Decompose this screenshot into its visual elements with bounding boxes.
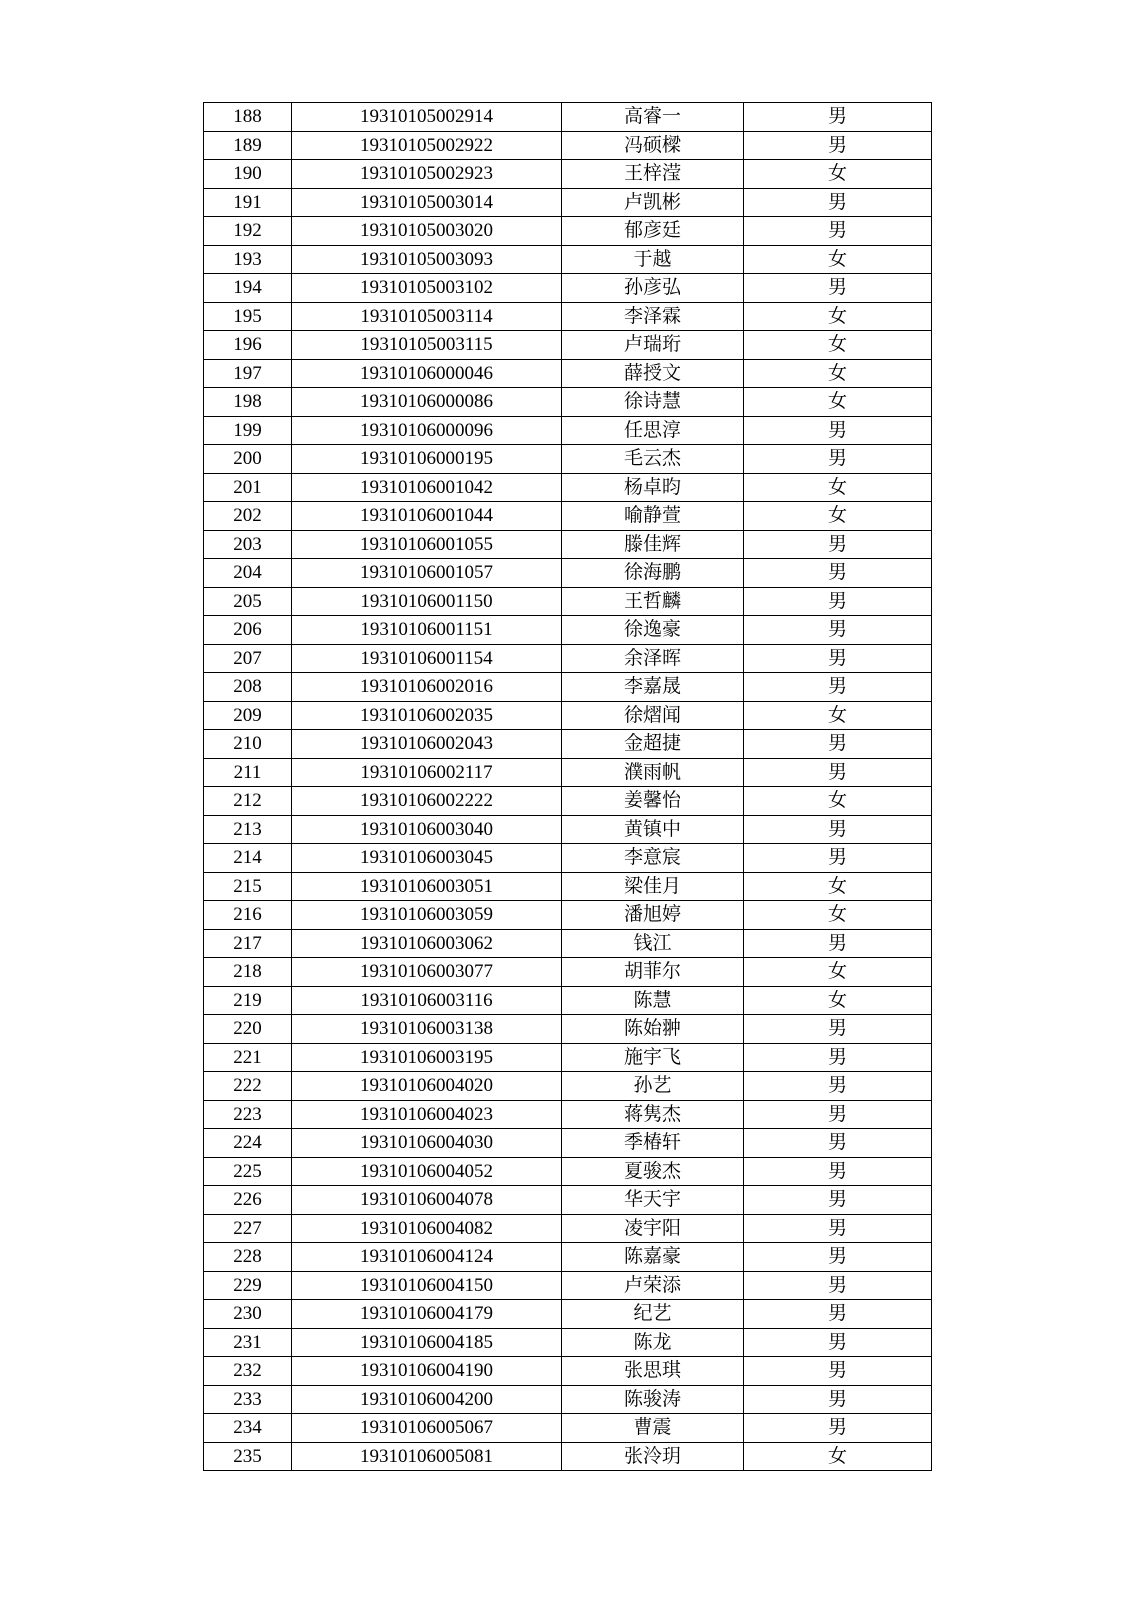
row-number-cell: 211 <box>204 758 292 787</box>
student-id-cell: 19310105003014 <box>292 188 562 217</box>
roster-table-body <box>204 103 932 1471</box>
row-number-cell: 188 <box>204 103 292 132</box>
student-id-cell: 19310106002016 <box>292 673 562 702</box>
table-row <box>204 1271 932 1300</box>
table-row <box>204 844 932 873</box>
student-name-cell: 徐海鹏 <box>562 559 744 588</box>
table-row <box>204 359 932 388</box>
student-name-cell: 陈嘉豪 <box>562 1243 744 1272</box>
table-row <box>204 302 932 331</box>
row-number-cell: 234 <box>204 1414 292 1443</box>
table-row <box>204 1385 932 1414</box>
student-name-cell: 高睿一 <box>562 103 744 132</box>
student-name-cell: 卢凯彬 <box>562 188 744 217</box>
student-name-cell: 季椿轩 <box>562 1129 744 1158</box>
student-name-cell: 纪艺 <box>562 1300 744 1329</box>
student-id-cell: 19310106004190 <box>292 1357 562 1386</box>
student-name-cell: 冯硕樑 <box>562 131 744 160</box>
table-row <box>204 1328 932 1357</box>
table-row <box>204 901 932 930</box>
student-gender-cell: 男 <box>744 1328 932 1357</box>
student-id-cell: 19310106002035 <box>292 701 562 730</box>
table-row <box>204 331 932 360</box>
table-row <box>204 1186 932 1215</box>
student-name-cell: 张思琪 <box>562 1357 744 1386</box>
student-name-cell: 濮雨帆 <box>562 758 744 787</box>
student-gender-cell: 男 <box>744 616 932 645</box>
table-row <box>204 1442 932 1471</box>
student-name-cell: 梁佳月 <box>562 872 744 901</box>
table-row <box>204 673 932 702</box>
row-number-cell: 192 <box>204 217 292 246</box>
student-gender-cell: 女 <box>744 160 932 189</box>
row-number-cell: 206 <box>204 616 292 645</box>
table-row <box>204 188 932 217</box>
row-number-cell: 202 <box>204 502 292 531</box>
student-id-cell: 19310106003045 <box>292 844 562 873</box>
row-number-cell: 198 <box>204 388 292 417</box>
student-name-cell: 姜馨怡 <box>562 787 744 816</box>
table-row <box>204 1100 932 1129</box>
student-name-cell: 陈龙 <box>562 1328 744 1357</box>
student-name-cell: 李嘉晟 <box>562 673 744 702</box>
row-number-cell: 212 <box>204 787 292 816</box>
student-gender-cell: 男 <box>744 1243 932 1272</box>
row-number-cell: 209 <box>204 701 292 730</box>
row-number-cell: 226 <box>204 1186 292 1215</box>
student-gender-cell: 男 <box>744 188 932 217</box>
student-gender-cell: 男 <box>744 1100 932 1129</box>
table-row <box>204 274 932 303</box>
student-gender-cell: 女 <box>744 331 932 360</box>
student-gender-cell: 男 <box>744 1129 932 1158</box>
student-id-cell: 19310106001151 <box>292 616 562 645</box>
student-name-cell: 于越 <box>562 245 744 274</box>
row-number-cell: 233 <box>204 1385 292 1414</box>
student-name-cell: 孙艺 <box>562 1072 744 1101</box>
row-number-cell: 221 <box>204 1043 292 1072</box>
table-row <box>204 1072 932 1101</box>
student-gender-cell: 男 <box>744 1072 932 1101</box>
student-id-cell: 19310106000046 <box>292 359 562 388</box>
table-row <box>204 587 932 616</box>
student-gender-cell: 男 <box>744 217 932 246</box>
table-row <box>204 530 932 559</box>
student-gender-cell: 女 <box>744 1442 932 1471</box>
row-number-cell: 210 <box>204 730 292 759</box>
student-name-cell: 李泽霖 <box>562 302 744 331</box>
student-gender-cell: 男 <box>744 758 932 787</box>
table-row <box>204 1129 932 1158</box>
student-gender-cell: 男 <box>744 530 932 559</box>
table-row <box>204 217 932 246</box>
table-row <box>204 730 932 759</box>
student-gender-cell: 女 <box>744 872 932 901</box>
row-number-cell: 189 <box>204 131 292 160</box>
student-name-cell: 徐诗慧 <box>562 388 744 417</box>
row-number-cell: 231 <box>204 1328 292 1357</box>
row-number-cell: 235 <box>204 1442 292 1471</box>
row-number-cell: 196 <box>204 331 292 360</box>
row-number-cell: 230 <box>204 1300 292 1329</box>
table-row <box>204 388 932 417</box>
student-name-cell: 王哲麟 <box>562 587 744 616</box>
table-row <box>204 1015 932 1044</box>
table-row <box>204 473 932 502</box>
student-name-cell: 杨卓昀 <box>562 473 744 502</box>
table-row <box>204 445 932 474</box>
student-id-cell: 19310106003195 <box>292 1043 562 1072</box>
table-row <box>204 787 932 816</box>
student-id-cell: 19310105003115 <box>292 331 562 360</box>
student-gender-cell: 女 <box>744 245 932 274</box>
row-number-cell: 190 <box>204 160 292 189</box>
student-gender-cell: 男 <box>744 416 932 445</box>
student-id-cell: 19310106002043 <box>292 730 562 759</box>
table-row <box>204 1357 932 1386</box>
student-name-cell: 余泽晖 <box>562 644 744 673</box>
student-name-cell: 孙彦弘 <box>562 274 744 303</box>
row-number-cell: 218 <box>204 958 292 987</box>
row-number-cell: 219 <box>204 986 292 1015</box>
student-gender-cell: 男 <box>744 103 932 132</box>
student-id-cell: 19310106001055 <box>292 530 562 559</box>
student-id-cell: 19310106002222 <box>292 787 562 816</box>
table-row <box>204 1243 932 1272</box>
student-name-cell: 张泠玥 <box>562 1442 744 1471</box>
student-gender-cell: 男 <box>744 131 932 160</box>
table-row <box>204 131 932 160</box>
table-row <box>204 644 932 673</box>
student-name-cell: 李意宸 <box>562 844 744 873</box>
row-number-cell: 191 <box>204 188 292 217</box>
student-name-cell: 黄镇中 <box>562 815 744 844</box>
student-name-cell: 凌宇阳 <box>562 1214 744 1243</box>
student-gender-cell: 男 <box>744 1271 932 1300</box>
student-name-cell: 施宇飞 <box>562 1043 744 1072</box>
table-row <box>204 245 932 274</box>
student-gender-cell: 男 <box>744 445 932 474</box>
table-row <box>204 616 932 645</box>
row-number-cell: 201 <box>204 473 292 502</box>
row-number-cell: 213 <box>204 815 292 844</box>
row-number-cell: 200 <box>204 445 292 474</box>
table-row <box>204 1214 932 1243</box>
student-id-cell: 19310106001057 <box>292 559 562 588</box>
row-number-cell: 222 <box>204 1072 292 1101</box>
row-number-cell: 207 <box>204 644 292 673</box>
table-row <box>204 416 932 445</box>
student-id-cell: 19310106004185 <box>292 1328 562 1357</box>
student-gender-cell: 女 <box>744 787 932 816</box>
student-name-cell: 华天宇 <box>562 1186 744 1215</box>
student-name-cell: 曹震 <box>562 1414 744 1443</box>
student-id-cell: 19310106004078 <box>292 1186 562 1215</box>
table-row <box>204 559 932 588</box>
student-id-cell: 19310106003051 <box>292 872 562 901</box>
student-id-cell: 19310106003040 <box>292 815 562 844</box>
student-gender-cell: 男 <box>744 844 932 873</box>
table-row <box>204 701 932 730</box>
student-gender-cell: 女 <box>744 986 932 1015</box>
student-id-cell: 19310105003114 <box>292 302 562 331</box>
student-gender-cell: 男 <box>744 673 932 702</box>
student-id-cell: 19310106004052 <box>292 1157 562 1186</box>
table-row <box>204 160 932 189</box>
student-gender-cell: 男 <box>744 1414 932 1443</box>
student-gender-cell: 女 <box>744 701 932 730</box>
student-id-cell: 19310106004124 <box>292 1243 562 1272</box>
table-row <box>204 929 932 958</box>
student-name-cell: 郁彦廷 <box>562 217 744 246</box>
student-id-cell: 19310106001154 <box>292 644 562 673</box>
row-number-cell: 197 <box>204 359 292 388</box>
table-row <box>204 958 932 987</box>
student-id-cell: 19310106004020 <box>292 1072 562 1101</box>
student-gender-cell: 女 <box>744 958 932 987</box>
student-id-cell: 19310105002914 <box>292 103 562 132</box>
student-name-cell: 陈慧 <box>562 986 744 1015</box>
student-gender-cell: 女 <box>744 473 932 502</box>
student-name-cell: 滕佳辉 <box>562 530 744 559</box>
student-gender-cell: 女 <box>744 302 932 331</box>
student-id-cell: 19310106000086 <box>292 388 562 417</box>
student-id-cell: 19310106004179 <box>292 1300 562 1329</box>
student-name-cell: 夏骏杰 <box>562 1157 744 1186</box>
student-id-cell: 19310106000195 <box>292 445 562 474</box>
row-number-cell: 215 <box>204 872 292 901</box>
student-id-cell: 19310105003020 <box>292 217 562 246</box>
student-gender-cell: 男 <box>744 929 932 958</box>
table-row <box>204 815 932 844</box>
table-row <box>204 1157 932 1186</box>
student-id-cell: 19310106005081 <box>292 1442 562 1471</box>
table-row <box>204 103 932 132</box>
student-gender-cell: 女 <box>744 901 932 930</box>
student-id-cell: 19310106000096 <box>292 416 562 445</box>
student-id-cell: 19310105003093 <box>292 245 562 274</box>
row-number-cell: 217 <box>204 929 292 958</box>
student-roster-table <box>203 102 932 1471</box>
student-gender-cell: 男 <box>744 1385 932 1414</box>
student-id-cell: 19310106003059 <box>292 901 562 930</box>
row-number-cell: 204 <box>204 559 292 588</box>
student-name-cell: 陈始翀 <box>562 1015 744 1044</box>
row-number-cell: 208 <box>204 673 292 702</box>
student-name-cell: 胡菲尔 <box>562 958 744 987</box>
student-id-cell: 19310105002923 <box>292 160 562 189</box>
student-gender-cell: 男 <box>744 815 932 844</box>
row-number-cell: 225 <box>204 1157 292 1186</box>
table-row <box>204 1414 932 1443</box>
table-row <box>204 502 932 531</box>
table-row <box>204 1300 932 1329</box>
row-number-cell: 199 <box>204 416 292 445</box>
student-id-cell: 19310106003062 <box>292 929 562 958</box>
row-number-cell: 205 <box>204 587 292 616</box>
student-name-cell: 卢瑞珩 <box>562 331 744 360</box>
student-gender-cell: 男 <box>744 1157 932 1186</box>
row-number-cell: 195 <box>204 302 292 331</box>
student-gender-cell: 男 <box>744 559 932 588</box>
student-id-cell: 19310106001044 <box>292 502 562 531</box>
row-number-cell: 216 <box>204 901 292 930</box>
table-row <box>204 758 932 787</box>
student-id-cell: 19310106004150 <box>292 1271 562 1300</box>
student-id-cell: 19310106002117 <box>292 758 562 787</box>
student-gender-cell: 男 <box>744 1214 932 1243</box>
row-number-cell: 229 <box>204 1271 292 1300</box>
table-row <box>204 986 932 1015</box>
row-number-cell: 193 <box>204 245 292 274</box>
student-name-cell: 潘旭婷 <box>562 901 744 930</box>
student-id-cell: 19310106005067 <box>292 1414 562 1443</box>
student-gender-cell: 男 <box>744 1300 932 1329</box>
student-gender-cell: 男 <box>744 274 932 303</box>
row-number-cell: 227 <box>204 1214 292 1243</box>
student-gender-cell: 女 <box>744 388 932 417</box>
student-name-cell: 金超捷 <box>562 730 744 759</box>
student-gender-cell: 女 <box>744 359 932 388</box>
row-number-cell: 228 <box>204 1243 292 1272</box>
student-name-cell: 蒋隽杰 <box>562 1100 744 1129</box>
student-id-cell: 19310106004200 <box>292 1385 562 1414</box>
student-gender-cell: 男 <box>744 1357 932 1386</box>
student-name-cell: 喻静萱 <box>562 502 744 531</box>
student-name-cell: 卢荣添 <box>562 1271 744 1300</box>
table-row <box>204 1043 932 1072</box>
student-gender-cell: 男 <box>744 587 932 616</box>
row-number-cell: 232 <box>204 1357 292 1386</box>
row-number-cell: 220 <box>204 1015 292 1044</box>
student-id-cell: 19310106003077 <box>292 958 562 987</box>
row-number-cell: 203 <box>204 530 292 559</box>
student-id-cell: 19310105003102 <box>292 274 562 303</box>
student-name-cell: 徐逸豪 <box>562 616 744 645</box>
student-gender-cell: 男 <box>744 1186 932 1215</box>
student-id-cell: 19310106004030 <box>292 1129 562 1158</box>
row-number-cell: 223 <box>204 1100 292 1129</box>
student-name-cell: 毛云杰 <box>562 445 744 474</box>
table-row <box>204 872 932 901</box>
student-id-cell: 19310106003116 <box>292 986 562 1015</box>
row-number-cell: 224 <box>204 1129 292 1158</box>
student-gender-cell: 男 <box>744 644 932 673</box>
student-name-cell: 任思淳 <box>562 416 744 445</box>
student-id-cell: 19310106004082 <box>292 1214 562 1243</box>
student-id-cell: 19310105002922 <box>292 131 562 160</box>
student-gender-cell: 女 <box>744 502 932 531</box>
student-gender-cell: 男 <box>744 1015 932 1044</box>
student-name-cell: 钱江 <box>562 929 744 958</box>
student-gender-cell: 男 <box>744 1043 932 1072</box>
student-id-cell: 19310106003138 <box>292 1015 562 1044</box>
row-number-cell: 214 <box>204 844 292 873</box>
student-id-cell: 19310106004023 <box>292 1100 562 1129</box>
student-name-cell: 薛授文 <box>562 359 744 388</box>
student-gender-cell: 男 <box>744 730 932 759</box>
student-name-cell: 陈骏涛 <box>562 1385 744 1414</box>
student-name-cell: 王梓滢 <box>562 160 744 189</box>
student-name-cell: 徐熠闻 <box>562 701 744 730</box>
student-id-cell: 19310106001042 <box>292 473 562 502</box>
student-id-cell: 19310106001150 <box>292 587 562 616</box>
row-number-cell: 194 <box>204 274 292 303</box>
